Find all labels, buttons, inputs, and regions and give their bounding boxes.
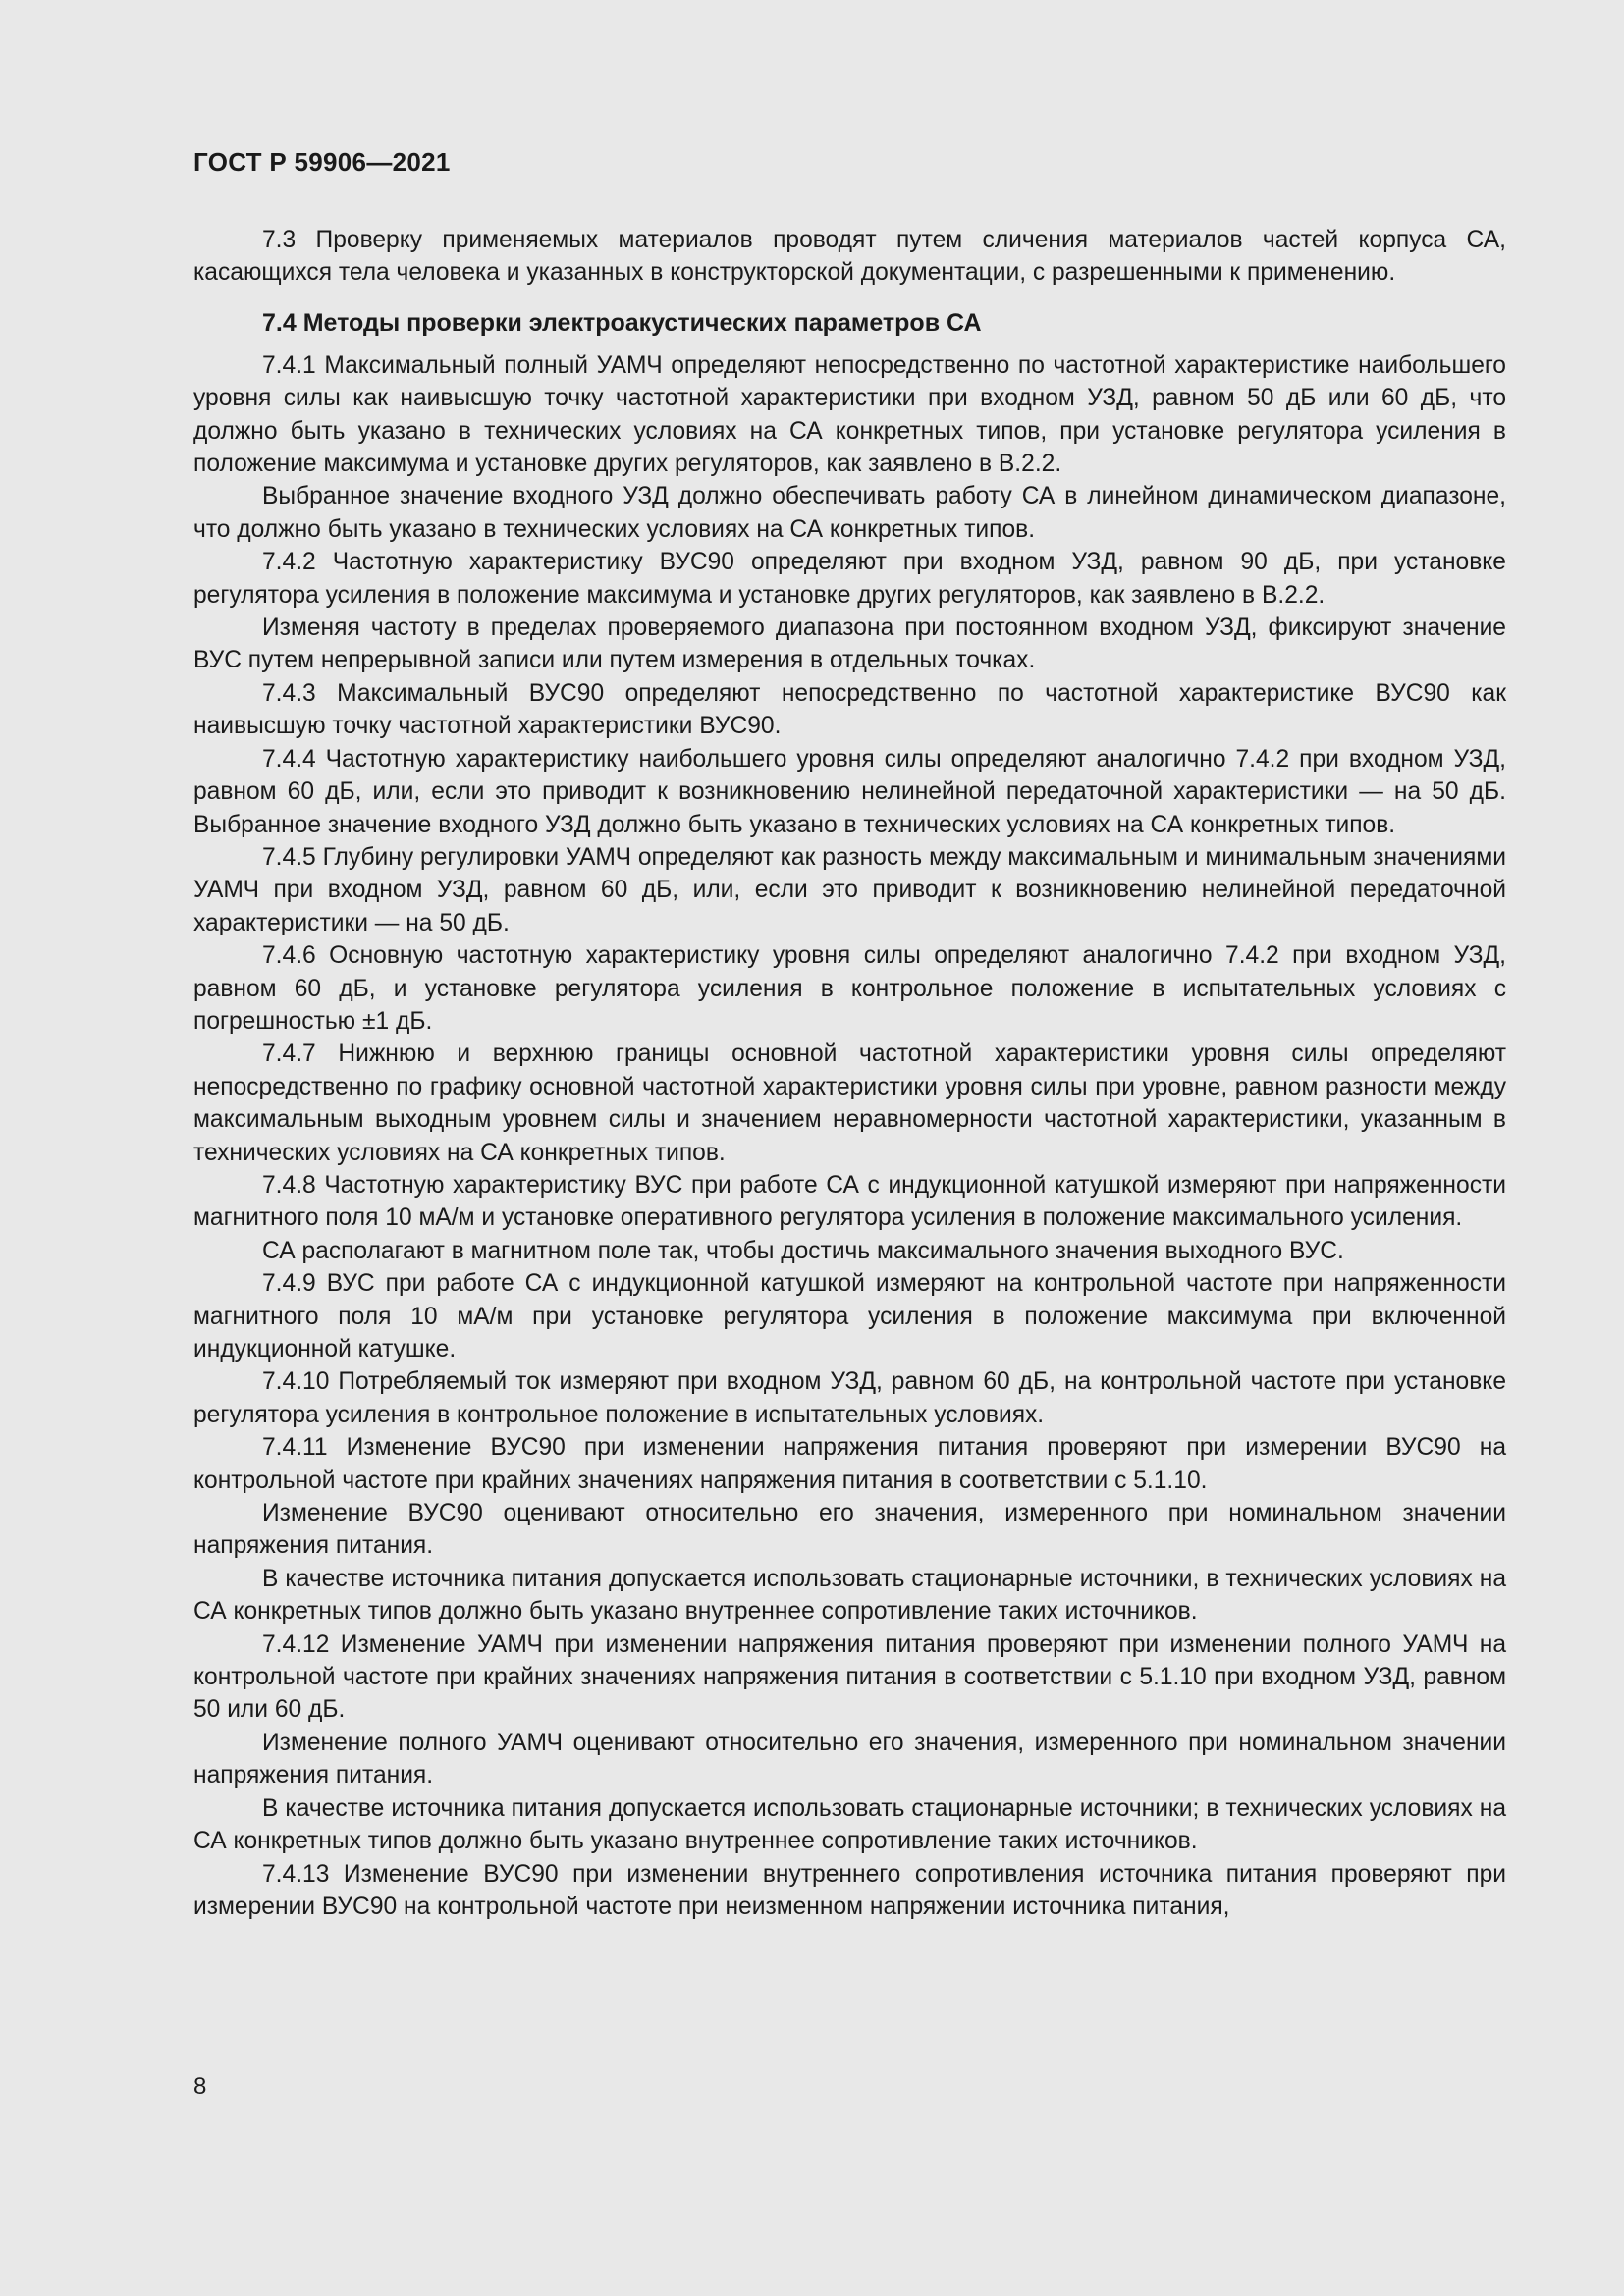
paragraph: СА располагают в магнитном поле так, чтобы достичь максимального значения выходного ВУС. bbox=[262, 1237, 1344, 1264]
paragraph: В качестве источника питания допускается использовать стационарные источники; в технических условиях на СА конкретных типов должно быть указано внутреннее сопротивление таких источников. bbox=[193, 1794, 1506, 1855]
paragraph: В качестве источника питания допускается использовать стационарные источники, в технических условиях на СА конкретных типов должно быть указано внутреннее сопротивление таких источников. bbox=[193, 1565, 1506, 1626]
document-body bbox=[193, 224, 1506, 1923]
paragraph: 7.4.3 Максимальный ВУС90 определяют непосредственно по частотной характеристике ВУС90 как наивысшую точку частотной характеристики ВУС90. bbox=[193, 679, 1506, 740]
paragraph: Изменение полного УАМЧ оценивают относительно его значения, измеренного при номинальном значении напряжения питания. bbox=[193, 1729, 1506, 1789]
paragraph: Изменение ВУС90 оценивают относительно его значения, измеренного при номинальном значении напряжения питания. bbox=[193, 1500, 1506, 1560]
paragraph: 7.4.12 Изменение УАМЧ при изменении напряжения питания проверяют при изменении полного УАМЧ на контрольной частоте при крайних значениях напряжения питания в соответствии с 5.1.10 при входном УЗД, равном 50 или 60 дБ. bbox=[193, 1630, 1506, 1724]
paragraph-7-3: 7.3 Проверку применяемых материалов проводят путем сличения материалов частей корпуса СА, касающихся тела человека и указанных в конструкторской документации, с разрешенными к применению. bbox=[193, 227, 1506, 287]
paragraph: 7.4.10 Потребляемый ток измеряют при входном УЗД, равном 60 дБ, на контрольной частоте при установке регулятора усиления в контрольное положение в испытательных условиях. bbox=[193, 1368, 1506, 1428]
page-number: 8 bbox=[193, 2073, 207, 2100]
paragraph: 7.4.2 Частотную характеристику ВУС90 определяют при входном УЗД, равном 90 дБ, при установке регулятора усиления в положение максимума и установке других регуляторов, как заявлено в В.2.2. bbox=[193, 549, 1506, 609]
document-header: ГОСТ Р 59906—2021 bbox=[193, 147, 451, 177]
paragraph: 7.4.5 Глубину регулировки УАМЧ определяют как разность между максимальным и минимальным значениями УАМЧ при входном УЗД, равном 60 дБ, или, если это приводит к возникновению нелинейной передаточной характеристики — на 50 дБ. bbox=[193, 843, 1506, 936]
paragraph: 7.4.4 Частотную характеристику наибольшего уровня силы определяют аналогично 7.4.2 при входном УЗД, равном 60 дБ, или, если это приводит к возникновению нелинейной передаточной характеристики — на 50 дБ. Выбранное значение входного УЗД должно быть указано в технических условиях на СА конкретных типов. bbox=[193, 745, 1506, 838]
paragraph: 7.4.1 Максимальный полный УАМЧ определяют непосредственно по частотной характеристике наибольшего уровня силы как наивысшую точку частотной характеристики при входном УЗД, равном 50 дБ или 60 дБ, что должно быть указано в технических условиях на СА конкретных типов, при установке регулятора усиления в положение максимума и установке других регуляторов, как заявлено в В.2.2. bbox=[193, 351, 1506, 478]
paragraph: Выбранное значение входного УЗД должно обеспечивать работу СА в линейном динамическом диапазоне, что должно быть указано в технических условиях на СА конкретных типов. bbox=[193, 483, 1506, 543]
paragraph: 7.4.9 ВУС при работе СА с индукционной катушкой измеряют на контрольной частоте при напряженности магнитного поля 10 мА/м при установке регулятора усиления в положение максимума при включенной индукционной катушке. bbox=[193, 1270, 1506, 1362]
paragraph: 7.4.7 Нижнюю и верхнюю границы основной частотной характеристики уровня силы определяют непосредственно по графику основной частотной характеристики уровня силы при уровне, равном разности между максимальным выходным уровнем силы и значением неравномерности частотной характеристики, указанным в технических условиях на СА конкретных типов. bbox=[193, 1041, 1506, 1166]
paragraph: 7.4.11 Изменение ВУС90 при изменении напряжения питания проверяют при измерении ВУС90 на контрольной частоте при крайних значениях напряжения питания в соответствии с 5.1.10. bbox=[193, 1434, 1506, 1494]
paragraph: 7.4.13 Изменение ВУС90 при изменении внутреннего сопротивления источника питания проверяют при измерении ВУС90 на контрольной частоте при неизменном напряжении источника питания, bbox=[193, 1860, 1506, 1920]
paragraph: 7.4.6 Основную частотную характеристику уровня силы определяют аналогично 7.4.2 при входном УЗД, равном 60 дБ, и установке регулятора усиления в контрольное положение в испытательных условиях с погрешностью ±1 дБ. bbox=[193, 942, 1506, 1035]
paragraph: Изменяя частоту в пределах проверяемого диапазона при постоянном входном УЗД, фиксируют значение ВУС путем непрерывной записи или путем измерения в отдельных точках. bbox=[193, 614, 1506, 674]
section-heading-7-4: 7.4 Методы проверки электроакустических параметров СА bbox=[262, 308, 982, 337]
paragraph: 7.4.8 Частотную характеристику ВУС при работе СА с индукционной катушкой измеряют при напряженности магнитного поля 10 мА/м и установке оперативного регулятора усиления в положение максимального усиления. bbox=[193, 1171, 1506, 1232]
